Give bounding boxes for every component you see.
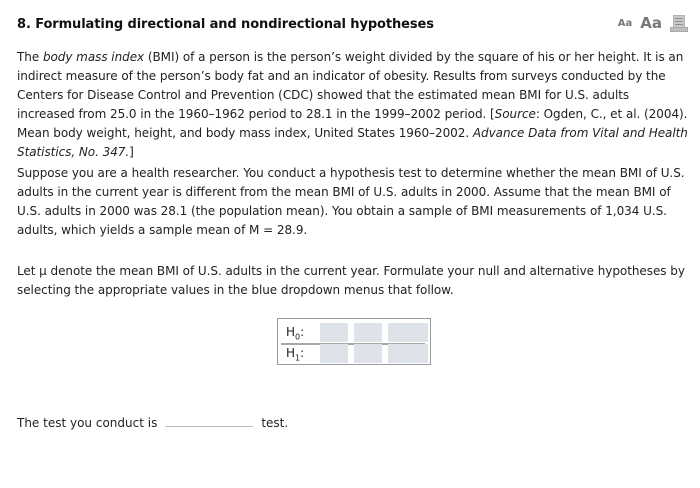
h0-parameter-dropdown[interactable] xyxy=(320,323,348,342)
scenario-paragraph: Suppose you are a health researcher. You conduct a hypothesis test to determine whether the mean BMI of U.S. adults in the current year is different from the mean BMI of U.S. adults in 2000. Assume that the mean BMI of U.S. adults in 2000 was 28.1 (the population mean). You obtain a sample of BMI measurements of 1,034 U.S. adults, which yields a sample mean of M = 28.9. xyxy=(17,166,685,237)
h1-operator-dropdown[interactable] xyxy=(354,344,382,363)
bmi-intro-paragraph: The body mass index (BMI) of a person is the person’s weight divided by the square of his or her height. It is an indirect measure of the person’s body fat and an indicator of obesity. Results from surveys conducted by the Centers for Disease Control and Prevention (CDC) showed that the estimated mean BMI for U.S. adults increased from 25.0 in the 1960–1962 period to 28.1 in the 1999–2002 period. [Source: Ogden, C., et al. (2004). Mean body weight, height, and body mass index, United States 1960–2002. Advance Data from Vital and Health Statistics, No. 347.] xyxy=(17,50,688,159)
toolbar xyxy=(618,14,688,32)
print-icon[interactable] xyxy=(670,14,688,32)
alternative-hypothesis-label: $H_1$: xyxy=(286,346,305,363)
question-title: 8. Formulating directional and nondirectional hypotheses xyxy=(17,17,434,32)
instructions-paragraph: Let μ denote the mean BMI of U.S. adults in the current year. Formulate your null and alternative hypotheses by selecting the appropriate values in the blue dropdown menus that follow. xyxy=(17,264,685,297)
null-hypothesis-row xyxy=(278,323,430,343)
test-type-sentence xyxy=(17,412,288,430)
increase-font-button[interactable]: Aa xyxy=(640,14,662,32)
h0-value-dropdown[interactable] xyxy=(388,323,428,342)
test-type-dropdown[interactable] xyxy=(165,412,253,427)
null-hypothesis-label: $H_0$: xyxy=(286,325,305,342)
hypotheses-box xyxy=(277,318,431,365)
decrease-font-button[interactable]: Aa xyxy=(617,17,633,29)
test-type-prefix: The test you conduct is xyxy=(17,416,158,430)
test-type-suffix: test. xyxy=(261,416,289,430)
h1-parameter-dropdown[interactable] xyxy=(320,344,348,363)
h1-value-dropdown[interactable] xyxy=(388,344,428,363)
alternative-hypothesis-row xyxy=(278,344,430,364)
h0-operator-dropdown[interactable] xyxy=(354,323,382,342)
